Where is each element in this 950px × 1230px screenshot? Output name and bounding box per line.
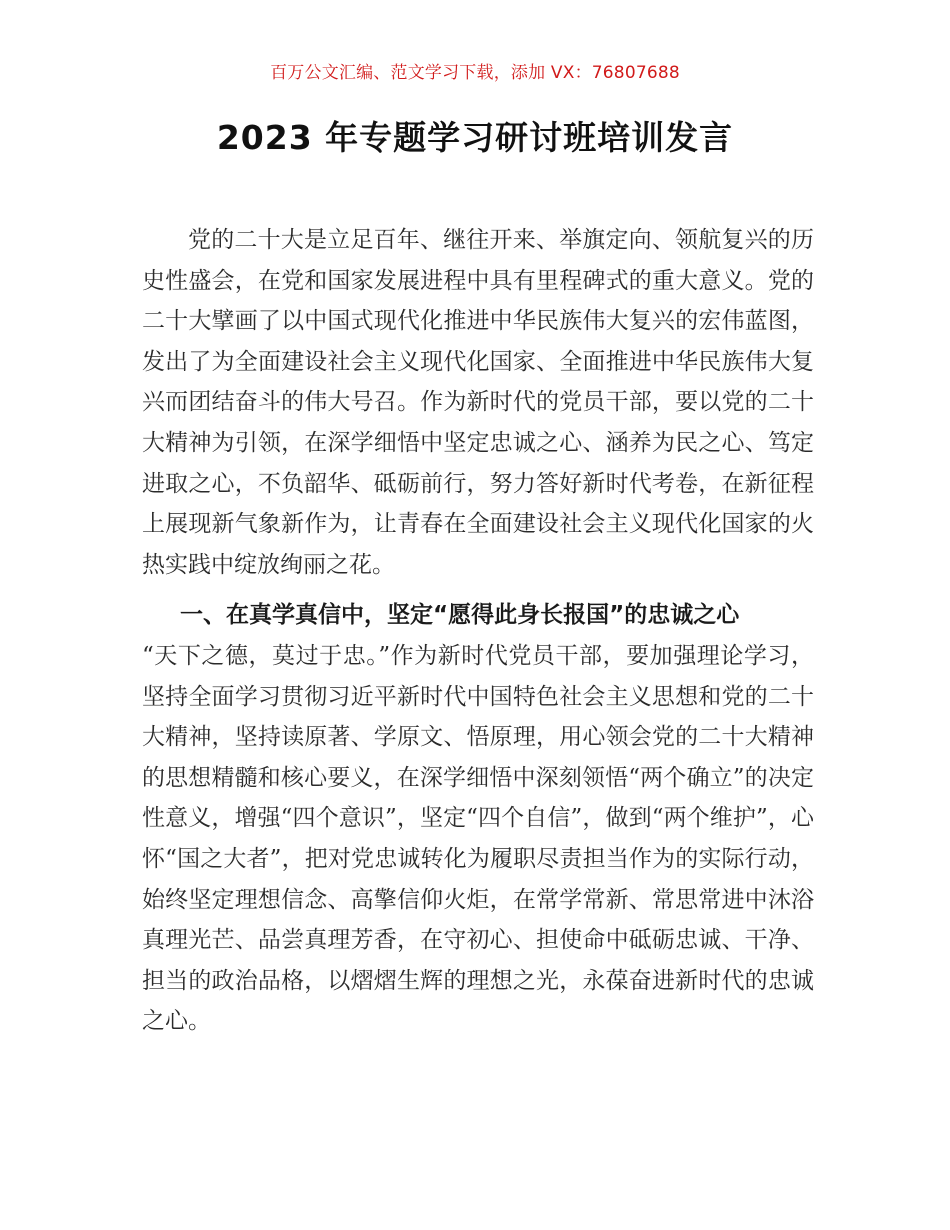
intro-paragraph: 党的二十大是立足百年、继往开来、举旗定向、领航复兴的历史性盛会，在党和国家发展进程中具有里程碑式的重大意义。党的二十大擘画了以中国式现代化推进中华民族伟大复兴的宏伟蓝图，发出了为全面建设社会主义现代化国家、全面推进中华民族伟大复兴而团结奋斗的伟大号召。作为新时代的党员干部，要以党的二十大精神为引领，在深学细悟中坚定忠诚之心、涵养为民之心、笃定进取之心，不负韶华、砥砺前行，努力答好新时代考卷，在新征程上展现新气象新作为，让青春在全面建设社会主义现代化国家的火热实践中绽放绚丽之花。 (142, 227, 814, 578)
section-paragraph: “天下之德，莫过于忠。”作为新时代党员干部，要加强理论学习，坚持全面学习贯彻习近平新时代中国特色社会主义思想和党的二十大精神，坚持读原著、学原文、悟原理，用心领会党的二十大精神的思想精髓和核心要义，在深学细悟中深刻领悟“两个确立”的决定性意义，增强“四个意识”，坚定“四个自信”，做到“两个维护”，心怀“国之大者”，把对党忠诚转化为履职尽责担当作为的实际行动，始终坚定理想信念、高擎信仰火炬，在常学常新、常思常进中沐浴真理光芒、品尝真理芳香，在守初心、担使命中砥砺忠诚、干净、担当的政治品格，以熠熠生辉的理想之光，永葆奋进新时代的忠诚之心。 (142, 643, 814, 1035)
document-title: 2023 年专题学习研讨班培训发言 (216, 118, 734, 157)
promo-banner: 百万公文汇编、范文学习下载，添加 VX：76807688 (270, 63, 680, 83)
section-heading: 一、在真学真信中，坚定“愿得此身长报国”的忠诚之心 (180, 602, 740, 628)
